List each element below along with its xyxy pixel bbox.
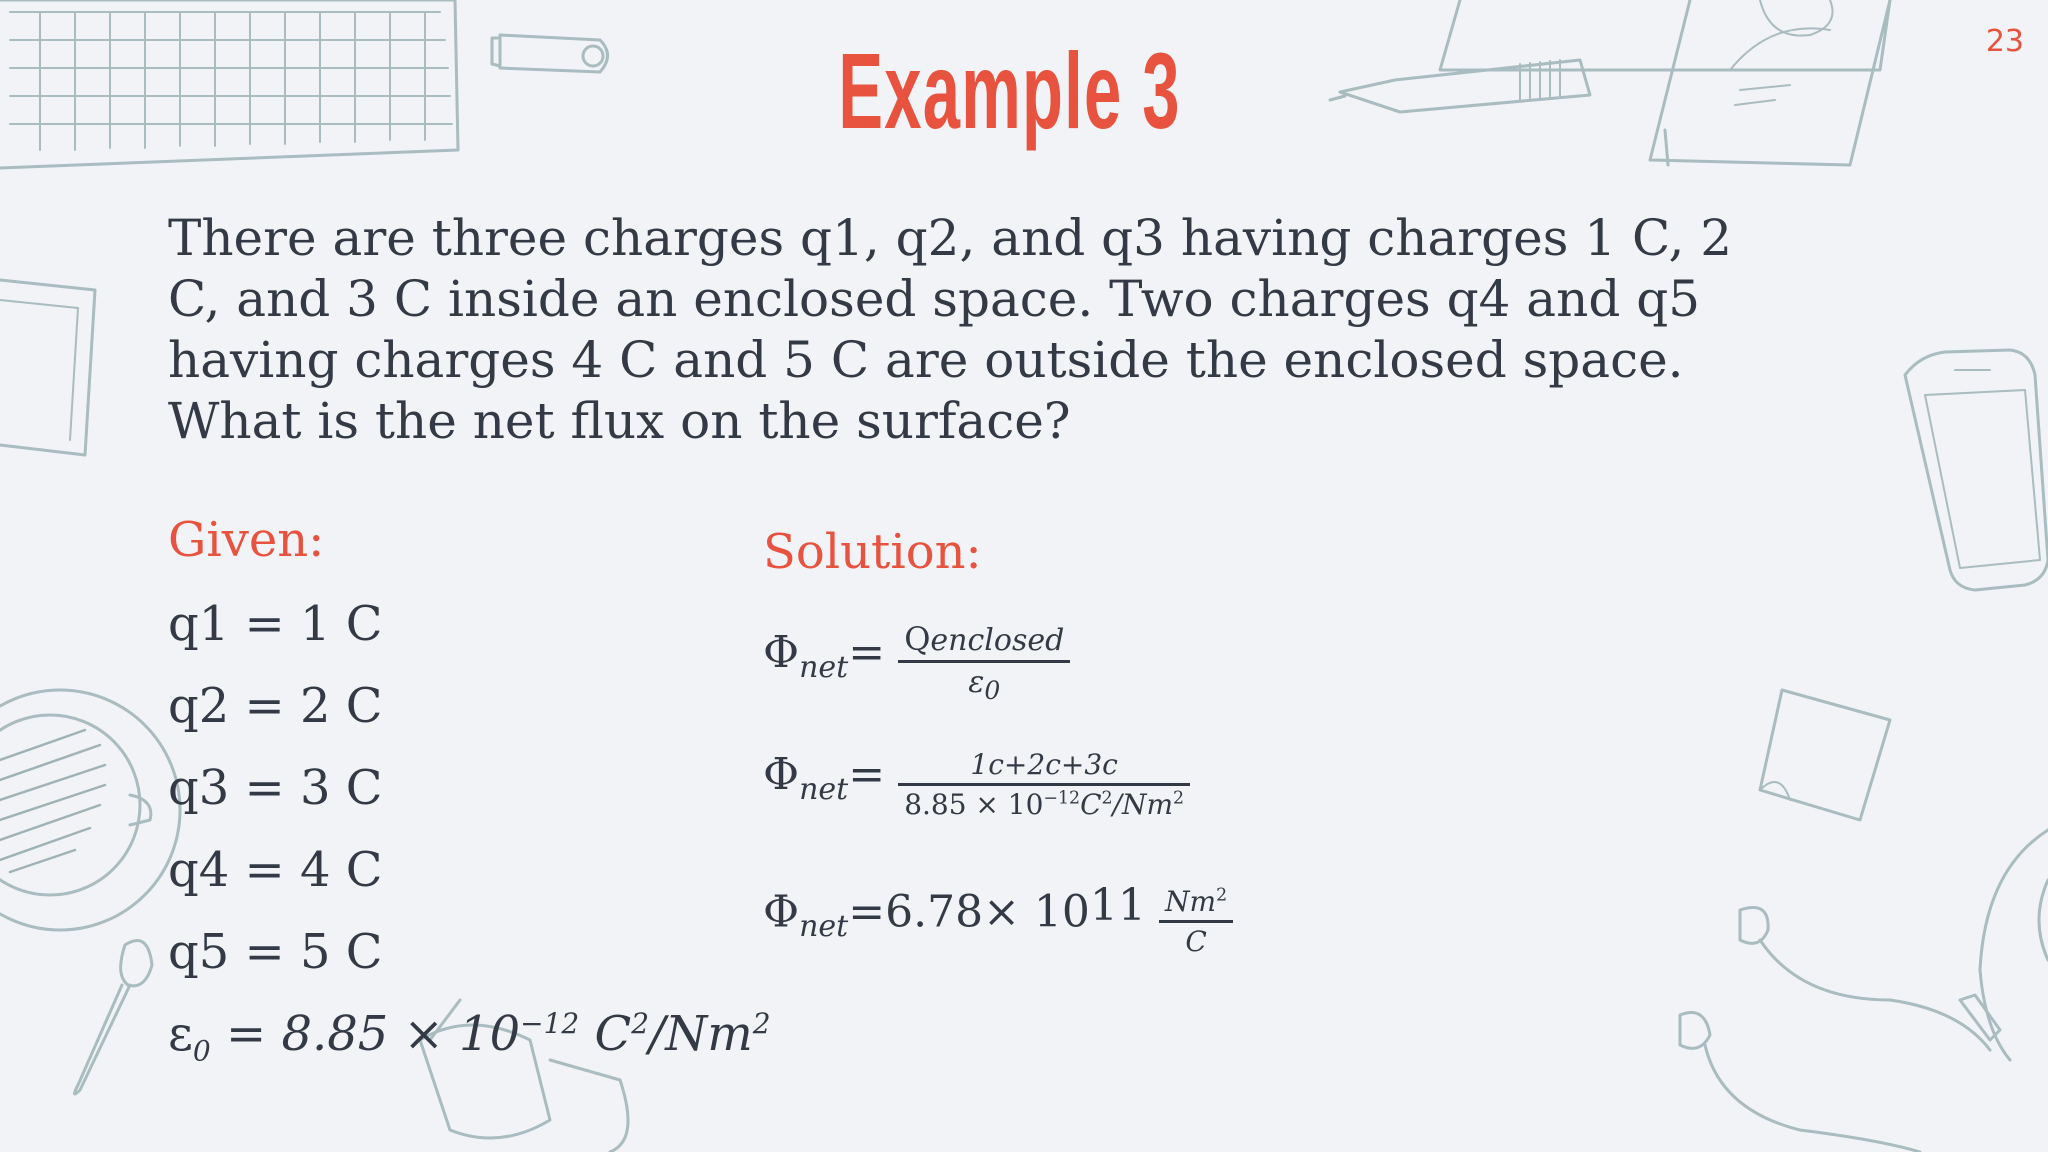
equation-result: $\Phi_{net}=6.78\times 10^{11}$ $\frac{Nm^2}{C}$: [763, 880, 1233, 958]
given-q2: q2 = 2 C: [168, 678, 383, 734]
given-q1: q1 = 1 C: [168, 596, 383, 652]
given-epsilon: $\varepsilon_0 = 8.85 \times 10^{-12}$ $C^2/Nm^2$: [168, 1006, 771, 1068]
tablet-doodle: [0, 280, 95, 455]
equation-substitution: $\Phi_{net}=$ $\frac{1c+2c+3c}{8.85 \times 10^{-12}C^2/Nm^2}$: [763, 748, 1190, 821]
coffee-cup-doodle: [0, 690, 180, 930]
phone-doodle: [1905, 350, 2048, 590]
page-number: 23: [1985, 24, 2024, 59]
slide-title: Example 3: [838, 30, 1181, 151]
sticky-note-doodle: [1760, 690, 1890, 820]
given-q3: q3 = 3 C: [168, 760, 383, 816]
given-q5: q5 = 5 C: [168, 924, 383, 980]
earphones-doodle: [1680, 830, 2048, 1152]
given-heading: Given:: [168, 512, 325, 568]
equation-gauss-law: $\Phi_{net}=$ $\frac{\text{Qenclosed}}{\varepsilon_0}$: [763, 620, 1070, 705]
solution-heading: Solution:: [763, 524, 982, 580]
spoon-doodle: [74, 941, 152, 1095]
given-q4: q4 = 4 C: [168, 842, 383, 898]
fraction: $\frac{Nm^2}{C}$: [1159, 885, 1233, 958]
problem-statement: There are three charges q1, q2, and q3 having charges 1 C, 2 C, and 3 C inside an enclosed space. Two charges q4 and q5 having charges 4 C and 5 C are outside the enclosed space. What is the net flux on the surface?: [168, 209, 1733, 450]
fraction: $\frac{\text{Qenclosed}}{\varepsilon_0}$: [898, 620, 1070, 705]
fraction: $\frac{1c+2c+3c}{8.85 \times 10^{-12}C^2/Nm^2}$: [898, 748, 1190, 821]
